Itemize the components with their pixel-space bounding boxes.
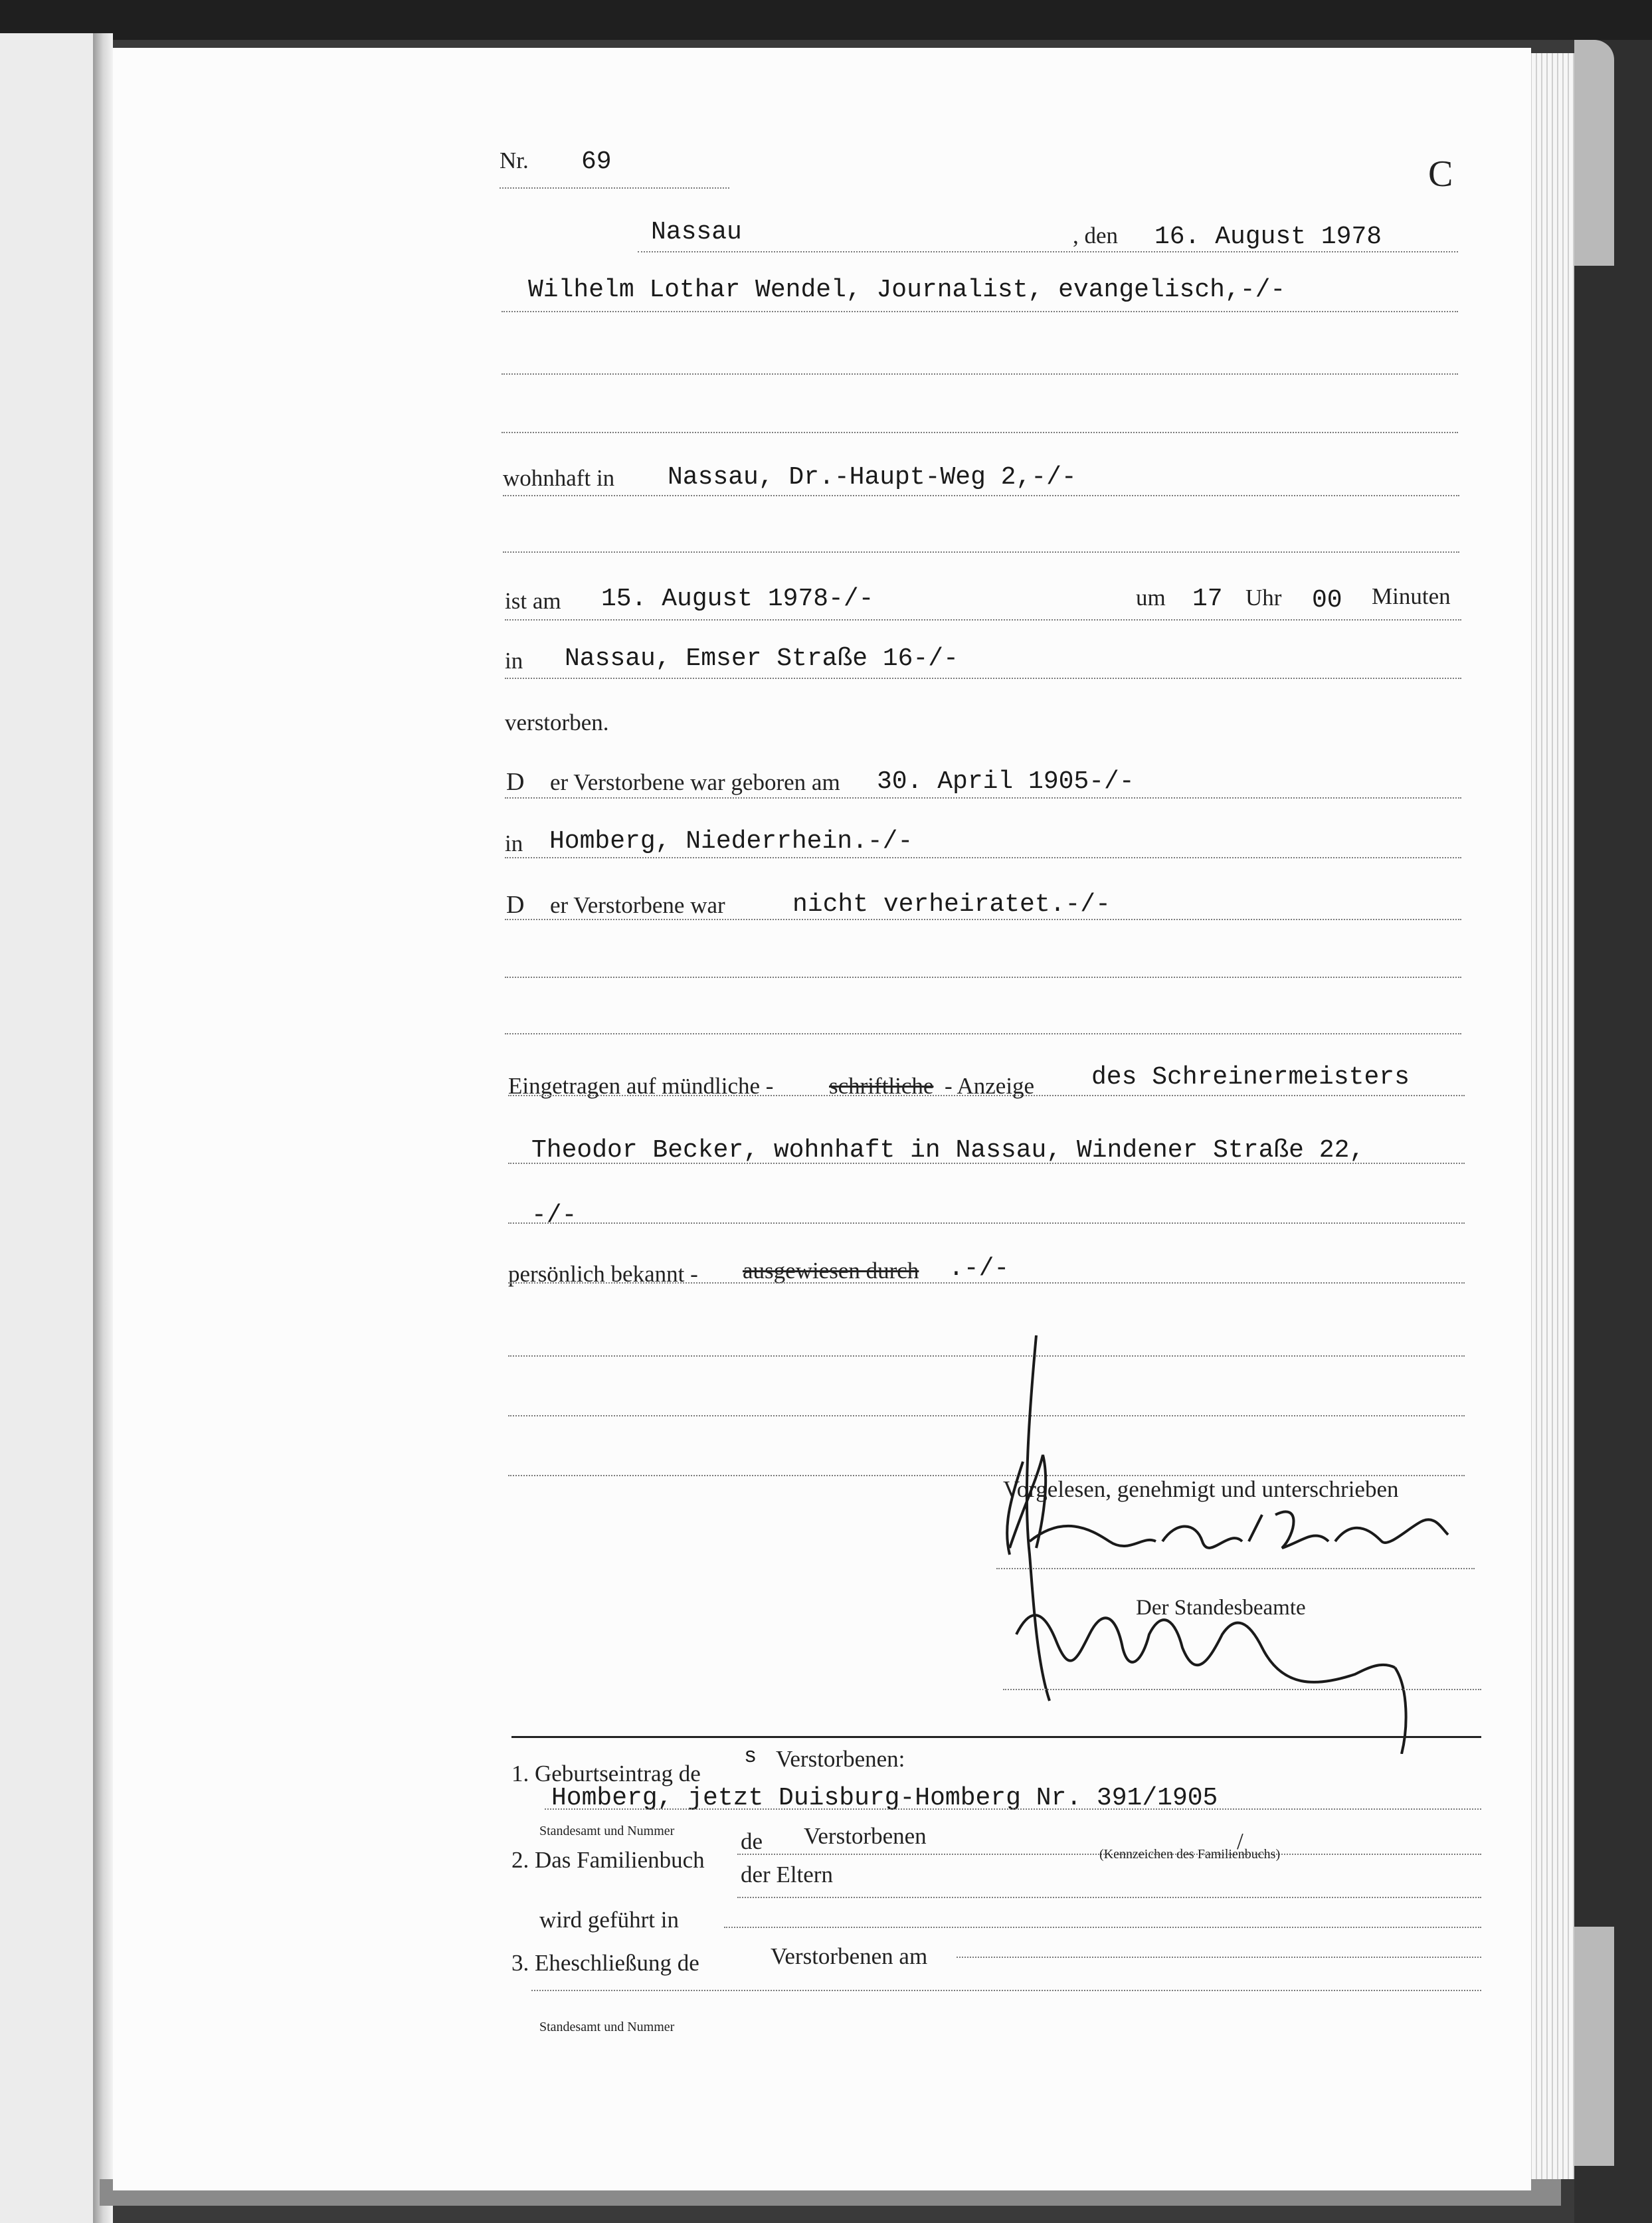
death-place-value: Nassau, Emser Straße 16-/- — [565, 644, 959, 673]
death-date-value: 15. August 1978-/- — [601, 585, 874, 613]
born-place-value: Homberg, Niederrhein.-/- — [549, 827, 913, 856]
book-spine — [93, 33, 113, 2223]
born-prefix: D — [506, 768, 525, 796]
time-minuten: Minuten — [1372, 583, 1451, 609]
nr-value: 69 — [581, 147, 612, 176]
informant-3-line — [508, 1222, 1465, 1224]
blank-line-1 — [502, 373, 1458, 375]
place-value: Nassau — [651, 218, 742, 246]
married-label: er Verstorbene war — [550, 892, 725, 918]
residence-value: Nassau, Dr.-Haupt-Weg 2,-/- — [668, 463, 1077, 492]
nr-line — [500, 187, 729, 189]
read-approved-text: Vorgelesen, genehmigt und unterschrieben — [1003, 1476, 1399, 1502]
cover-corner-bottom — [1574, 1927, 1614, 2166]
cover-corner-top — [1574, 40, 1614, 266]
married-prefix: D — [506, 891, 525, 919]
item2-wird: wird geführt in — [539, 1907, 679, 1933]
person-value: Wilhelm Lothar Wendel, Journalist, evangelisch,-/- — [528, 276, 1286, 304]
item3-value: Verstorbenen am — [771, 1943, 928, 1969]
died-text: verstorben. — [505, 710, 609, 735]
place-date-line — [638, 251, 1458, 252]
signature-line-2 — [1003, 1689, 1481, 1690]
item3-label: 3. Eheschließung de — [511, 1950, 699, 1976]
item1-label: 1. Geburtseintrag de — [511, 1761, 701, 1787]
informant-line-1: des Schreinermeisters — [1091, 1063, 1410, 1092]
entry-label: Eingetragen auf mündliche - — [508, 1073, 774, 1099]
item2-label: 2. Das Familienbuch — [511, 1847, 705, 1873]
death-date-line — [505, 619, 1461, 621]
registrar-signature — [983, 1329, 1448, 1754]
nr-label: Nr. — [500, 147, 529, 173]
item1-s: s — [744, 1744, 757, 1769]
item2-value: Verstorbenen — [804, 1823, 927, 1849]
item3-line — [957, 1957, 1481, 1958]
date-value: 16. August 1978 — [1154, 223, 1382, 251]
item2-de: de — [741, 1828, 763, 1854]
informant-line-2: Theodor Becker, wohnhaft in Nassau, Windener Straße 22, — [531, 1136, 1365, 1165]
death-place-label: in — [505, 648, 523, 674]
known-label: persönlich bekannt - — [508, 1261, 698, 1287]
cover-right-edge — [1574, 40, 1652, 2223]
residence-line — [503, 495, 1459, 496]
kennzeichen-label: (Kennzeichen des Familienbuchs) — [1099, 1847, 1281, 1862]
blank-line-4 — [505, 977, 1461, 978]
entry-line — [508, 1095, 1465, 1096]
item1-line — [545, 1808, 1481, 1810]
informant-line-3: -/- — [531, 1201, 577, 1230]
blank-line-3 — [503, 551, 1459, 553]
cover-top-edge — [0, 0, 1652, 40]
death-place-line — [505, 678, 1461, 679]
death-date-label: ist am — [505, 588, 561, 614]
born-line — [505, 797, 1461, 799]
item1-value: Homberg, jetzt Duisburg-Homberg Nr. 391/1905 — [551, 1784, 1218, 1812]
item2-line-2 — [737, 1897, 1481, 1898]
blank-line-2 — [502, 432, 1458, 433]
known-struck: ausgewiesen durch — [743, 1258, 919, 1284]
standesamt-nummer-2: Standesamt und Nummer — [539, 2020, 675, 2034]
time-um: um — [1136, 585, 1166, 611]
item2-slash: / — [1237, 1828, 1243, 1854]
left-page — [0, 33, 100, 2223]
date-prefix: , den — [1073, 223, 1119, 248]
time-uhr: Uhr — [1245, 585, 1282, 611]
married-status-value: nicht verheiratet.-/- — [792, 890, 1111, 919]
known-value: .-/- — [949, 1254, 1010, 1283]
item2-wird-line — [724, 1927, 1481, 1928]
entry-struck: schriftliche — [829, 1073, 934, 1099]
time-minutes: 00 — [1312, 586, 1342, 615]
time-hour: 17 — [1192, 585, 1223, 613]
entry-label-end: - Anzeige — [945, 1073, 1035, 1099]
known-line — [508, 1282, 1465, 1284]
standesamt-nummer-1: Standesamt und Nummer — [539, 1824, 675, 1838]
born-label: er Verstorbene war geboren am — [550, 769, 840, 795]
informant-line — [508, 1163, 1465, 1164]
registrar-label: Der Standesbeamte — [1136, 1596, 1306, 1620]
item3-line-2 — [531, 1990, 1481, 1991]
married-line — [505, 919, 1461, 920]
born-place-line — [505, 857, 1461, 858]
born-date-value: 30. April 1905-/- — [877, 767, 1135, 796]
blank-line-5 — [505, 1033, 1461, 1034]
category-letter: C — [1428, 153, 1453, 195]
item2-eltern: der Eltern — [741, 1862, 833, 1887]
residence-label: wohnhaft in — [503, 465, 615, 491]
footer-divider — [511, 1736, 1481, 1738]
person-line — [502, 311, 1458, 312]
born-place-label: in — [505, 830, 523, 856]
item1-end: Verstorbenen: — [776, 1746, 905, 1772]
